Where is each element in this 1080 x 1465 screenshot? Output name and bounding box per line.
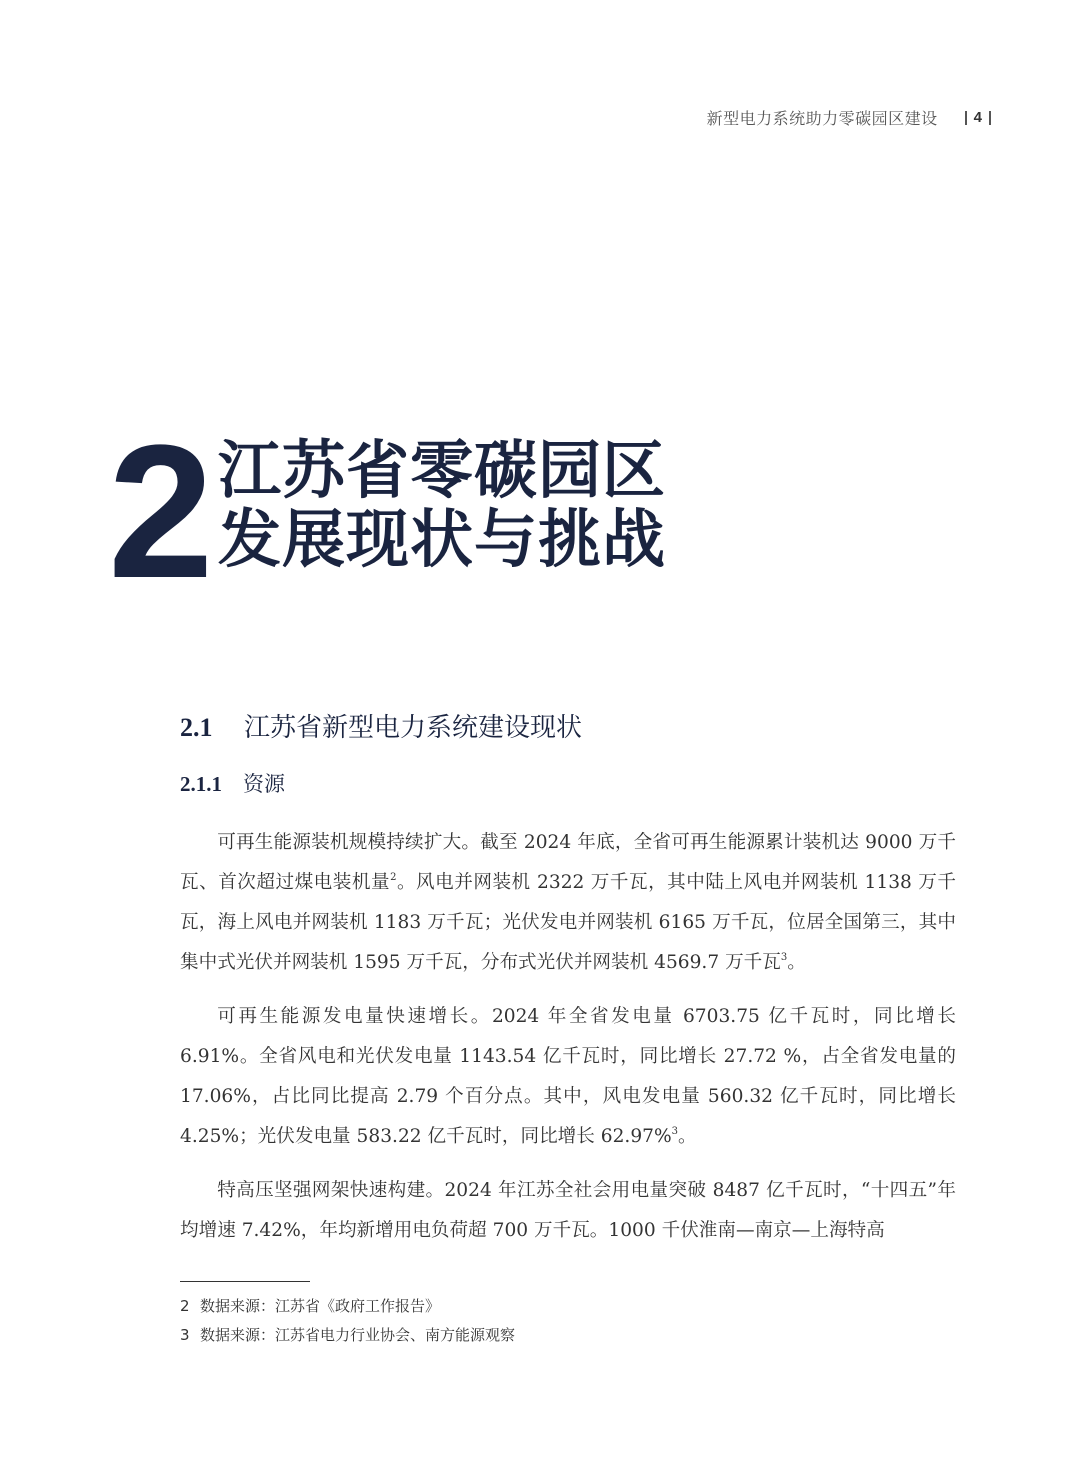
chapter-title-line: 江苏省零碳园区 (218, 434, 666, 507)
footnote-number: 2 (180, 1297, 190, 1315)
divider (965, 111, 967, 125)
paragraph-text: 。风电并网装机 2322 万千瓦，其中陆上风电并网装机 1138 万千瓦，海上风电并网装机 1183 万千瓦；光伏发电并网装机 6165 万千瓦，位居全国第三，其中集中式光伏并网装机 1595 万千瓦，分布式光伏并网装机 4569.7 万千瓦 (180, 872, 956, 973)
footnote-divider (180, 1281, 310, 1282)
paragraph (180, 823, 956, 983)
chapter-title (218, 436, 666, 574)
section-heading (180, 707, 582, 744)
footnote-text: 数据来源：江苏省电力行业协会、南方能源观察 (200, 1326, 516, 1344)
paragraph-text: 。 (787, 952, 806, 973)
page-number (958, 109, 998, 126)
subsection-title: 资源 (243, 772, 285, 796)
subsection-number: 2.1.1 (180, 772, 222, 796)
footnote-text: 数据来源：江苏省《政府工作报告》 (200, 1297, 441, 1315)
section-number: 2.1 (180, 713, 213, 742)
paragraph-text: 可再生能源发电量快速增长。2024 年全省发电量 6703.75 亿千瓦时，同比增长 6.91%。全省风电和光伏发电量 1143.54 亿千瓦时，同比增长 27.72 %，占全省发电量的 17.06%，占比同比提高 2.79 个百分点。其中，风电发电量 560.32 亿千瓦时，同比增长 4.25%；光伏发电量 583.22 亿千瓦时，同比增长 62.97% (180, 1006, 956, 1147)
footnote-ref[interactable]: 3 (671, 1126, 679, 1137)
footnote (180, 1321, 515, 1350)
document-title: 新型电力系统助力零碳园区建设 (706, 109, 938, 128)
paragraph-text: 。 (678, 1126, 697, 1147)
footnotes (180, 1292, 515, 1350)
footnote-number: 3 (180, 1326, 190, 1344)
paragraph (180, 997, 956, 1157)
divider (989, 111, 991, 125)
subsection-heading (180, 768, 285, 798)
footnote-ref[interactable]: 3 (780, 952, 788, 963)
paragraph-text: 可再生能源装机规模持续扩大。截至 2024 年底，全省可再生能源累计装机达 9000 万千瓦、首次超过煤电装机量 (180, 832, 956, 893)
chapter-number: 2 (108, 406, 210, 618)
footnote (180, 1292, 515, 1321)
footnote-ref[interactable]: 2 (390, 872, 397, 883)
paragraph-text: 特高压坚强网架快速构建。2024 年江苏全社会用电量突破 8487 亿千瓦时，“十四五”年均增速 7.42%，年均新增用电负荷超 700 万千瓦。1000 千伏淮南—南京—上海特高 (180, 1180, 956, 1241)
running-header (707, 106, 998, 129)
page-number-value: 4 (973, 109, 982, 126)
chapter-heading (108, 406, 666, 618)
section-title: 江苏省新型电力系统建设现状 (244, 713, 583, 743)
paragraph (180, 1171, 956, 1251)
chapter-title-line: 发展现状与挑战 (218, 503, 666, 576)
